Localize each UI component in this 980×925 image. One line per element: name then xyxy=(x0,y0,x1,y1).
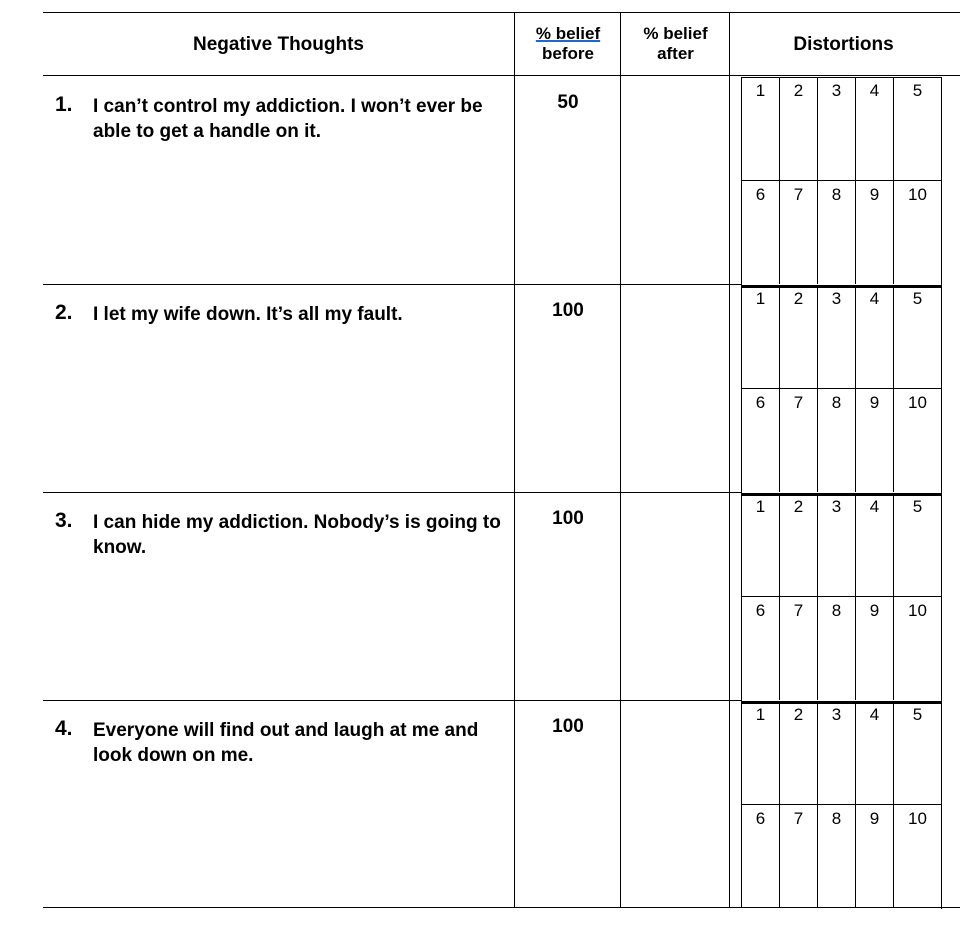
header-distortions: Distortions xyxy=(793,34,894,55)
distortion-grid-right-rule xyxy=(941,493,942,701)
distortion-option-4[interactable] xyxy=(855,77,893,180)
col-divider-after xyxy=(729,12,730,908)
distortion-option-9[interactable] xyxy=(855,389,893,492)
distortion-option-label: 8 xyxy=(831,601,842,620)
distortion-option-label: 4 xyxy=(869,81,880,100)
distortion-option-label: 10 xyxy=(908,601,927,620)
distortion-option-5[interactable] xyxy=(893,493,941,596)
distortion-option-label: 8 xyxy=(831,393,842,412)
distortion-option-9[interactable] xyxy=(855,805,893,908)
row-3-bottom-border xyxy=(43,700,742,701)
distortion-option-label: 5 xyxy=(912,705,923,724)
distortion-option-label: 7 xyxy=(793,185,804,204)
distortion-option-label: 10 xyxy=(908,185,927,204)
distortion-option-label: 1 xyxy=(755,81,766,100)
distortion-option-label: 5 xyxy=(912,81,923,100)
distortion-option-label: 1 xyxy=(755,705,766,724)
distortion-option-7[interactable] xyxy=(779,805,817,908)
distortion-option-label: 2 xyxy=(793,497,804,516)
row-1-bottom-border xyxy=(43,284,742,285)
distortion-option-label: 9 xyxy=(869,601,880,620)
distortion-option-8[interactable] xyxy=(817,597,855,700)
distortion-option-label: 7 xyxy=(793,601,804,620)
header-belief-before-line1: % belief xyxy=(535,24,601,43)
row-3-belief-before: 100 xyxy=(552,508,584,529)
distortion-option-5[interactable] xyxy=(893,701,941,804)
header-belief-after xyxy=(622,24,729,64)
distortion-option-label: 4 xyxy=(869,497,880,516)
distortion-option-label: 3 xyxy=(831,81,842,100)
distortion-option-1[interactable] xyxy=(741,77,779,180)
distortion-option-label: 10 xyxy=(908,393,927,412)
row-2-distortion-grid xyxy=(741,285,941,493)
row-4-number: 4. xyxy=(55,717,73,740)
row-4-belief-before: 100 xyxy=(552,716,584,737)
header-bottom-border xyxy=(43,75,960,76)
distortion-option-4[interactable] xyxy=(855,701,893,804)
row-3-distortion-grid xyxy=(741,493,941,701)
distortion-option-6[interactable] xyxy=(741,597,779,700)
distortion-option-label: 6 xyxy=(755,809,766,828)
col-divider-before xyxy=(620,12,621,908)
distortion-option-8[interactable] xyxy=(817,805,855,908)
distortion-option-3[interactable] xyxy=(817,493,855,596)
distortion-option-10[interactable] xyxy=(893,181,941,284)
distortion-option-label: 5 xyxy=(912,497,923,516)
row-4-distortion-grid xyxy=(741,701,941,909)
distortion-grid-right-rule xyxy=(941,701,942,909)
header-belief-before xyxy=(516,24,620,64)
distortion-option-label: 9 xyxy=(869,809,880,828)
row-2-bottom-border xyxy=(43,492,742,493)
distortion-option-2[interactable] xyxy=(779,701,817,804)
distortion-option-6[interactable] xyxy=(741,805,779,908)
distortion-option-2[interactable] xyxy=(779,77,817,180)
distortion-option-10[interactable] xyxy=(893,805,941,908)
row-1-belief-before: 50 xyxy=(557,92,579,113)
distortion-option-1[interactable] xyxy=(741,701,779,804)
distortion-option-3[interactable] xyxy=(817,77,855,180)
distortion-option-label: 3 xyxy=(831,289,842,308)
distortion-option-label: 2 xyxy=(793,705,804,724)
distortion-option-4[interactable] xyxy=(855,493,893,596)
distortion-option-9[interactable] xyxy=(855,181,893,284)
distortion-option-7[interactable] xyxy=(779,389,817,492)
distortion-option-10[interactable] xyxy=(893,597,941,700)
row-3-thought: I can hide my addiction. Nobody’s is going to know. xyxy=(93,512,501,558)
distortion-option-8[interactable] xyxy=(817,389,855,492)
row-3-number: 3. xyxy=(55,509,73,532)
distortion-option-6[interactable] xyxy=(741,181,779,284)
distortion-option-label: 10 xyxy=(908,809,927,828)
header-belief-after-line1: % belief xyxy=(643,24,708,43)
distortion-option-label: 4 xyxy=(869,289,880,308)
distortion-option-label: 7 xyxy=(793,393,804,412)
distortion-option-label: 9 xyxy=(869,393,880,412)
distortion-option-label: 1 xyxy=(755,289,766,308)
row-1-number: 1. xyxy=(55,93,73,116)
distortion-option-7[interactable] xyxy=(779,597,817,700)
distortion-option-label: 8 xyxy=(831,809,842,828)
row-2-thought: I let my wife down. It’s all my fault. xyxy=(93,304,403,325)
distortion-option-9[interactable] xyxy=(855,597,893,700)
distortion-option-label: 3 xyxy=(831,497,842,516)
table-top-border xyxy=(43,12,960,13)
row-1-thought: I can’t control my addiction. I won’t ever be able to get a handle on it. xyxy=(93,96,483,142)
distortion-option-5[interactable] xyxy=(893,285,941,388)
distortion-option-label: 8 xyxy=(831,185,842,204)
distortion-option-label: 6 xyxy=(755,601,766,620)
distortion-option-8[interactable] xyxy=(817,181,855,284)
distortion-option-label: 3 xyxy=(831,705,842,724)
distortion-option-10[interactable] xyxy=(893,389,941,492)
distortion-option-label: 1 xyxy=(755,497,766,516)
distortion-option-label: 6 xyxy=(755,393,766,412)
col-divider-thoughts xyxy=(514,12,515,908)
distortion-option-label: 5 xyxy=(912,289,923,308)
header-belief-before-line2: before xyxy=(542,44,594,63)
distortion-option-1[interactable] xyxy=(741,285,779,388)
distortion-option-3[interactable] xyxy=(817,285,855,388)
header-belief-after-line2: after xyxy=(657,44,694,63)
distortion-option-2[interactable] xyxy=(779,285,817,388)
distortion-grid-right-rule xyxy=(941,77,942,285)
row-4-thought: Everyone will find out and laugh at me and look down on me. xyxy=(93,720,479,766)
distortion-option-7[interactable] xyxy=(779,181,817,284)
distortion-option-label: 2 xyxy=(793,289,804,308)
row-2-belief-before: 100 xyxy=(552,300,584,321)
distortion-option-1[interactable] xyxy=(741,493,779,596)
distortion-grid-right-rule xyxy=(941,285,942,493)
distortion-option-6[interactable] xyxy=(741,389,779,492)
header-negative-thoughts: Negative Thoughts xyxy=(192,34,364,55)
row-1-distortion-grid xyxy=(741,77,941,285)
distortion-option-label: 9 xyxy=(869,185,880,204)
distortion-option-5[interactable] xyxy=(893,77,941,180)
distortion-option-label: 6 xyxy=(755,185,766,204)
distortion-option-label: 2 xyxy=(793,81,804,100)
distortion-option-label: 4 xyxy=(869,705,880,724)
row-2-number: 2. xyxy=(55,301,73,324)
distortion-option-4[interactable] xyxy=(855,285,893,388)
distortion-option-2[interactable] xyxy=(779,493,817,596)
distortion-option-label: 7 xyxy=(793,809,804,828)
distortion-option-3[interactable] xyxy=(817,701,855,804)
